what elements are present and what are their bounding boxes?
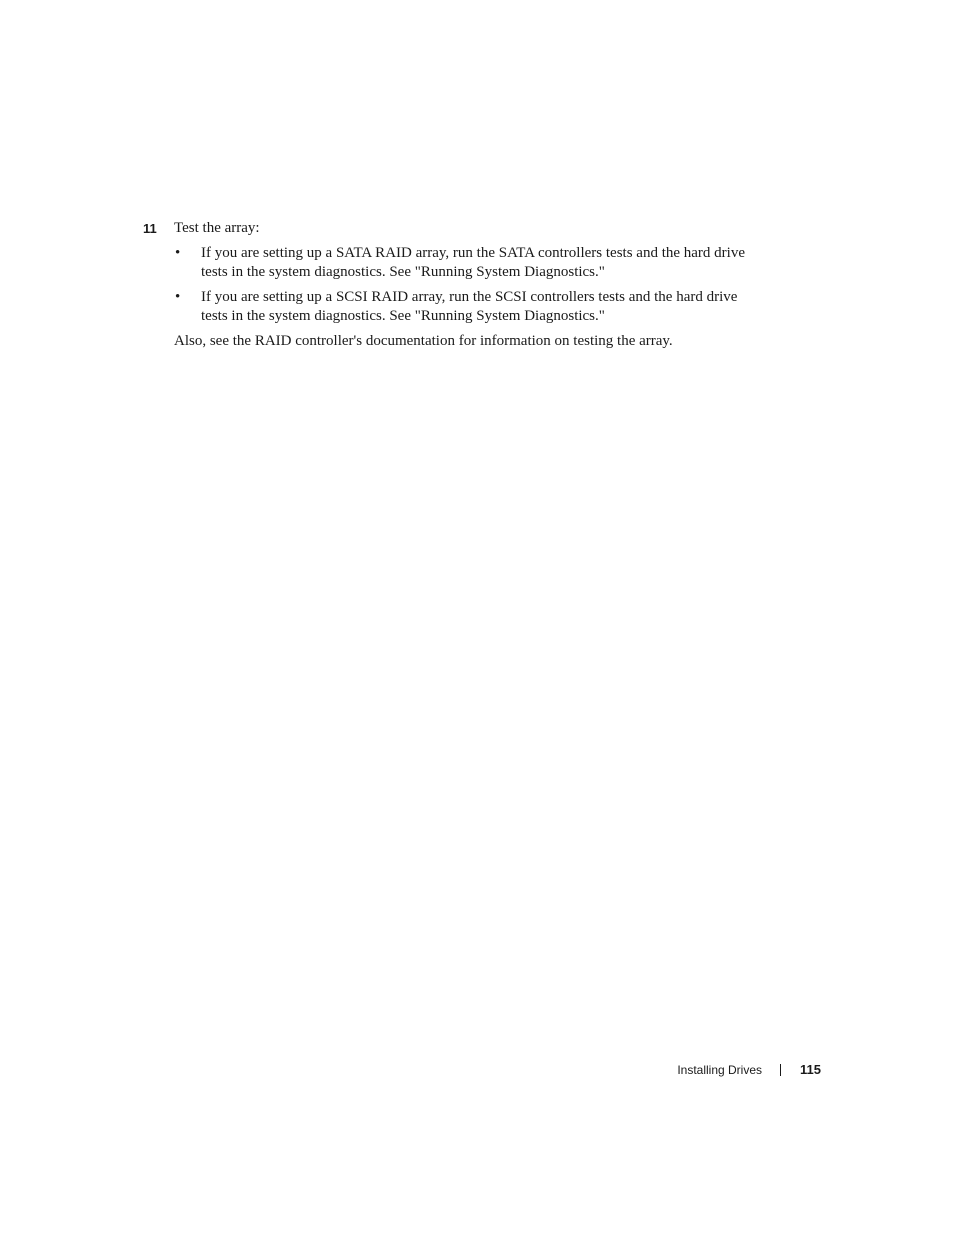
bullet-item-scsi [174,288,774,326]
page-footer [677,1061,821,1079]
bullet-icon: • [175,289,181,305]
bullet-line: tests in the system diagnostics. See "Running System Diagnostics." [201,264,605,280]
bullet-line: If you are setting up a SCSI RAID array, run the SCSI controllers tests and the hard drive [201,289,738,305]
footer-divider [780,1064,781,1076]
step-text: Test the array: [174,220,260,236]
bullet-line: If you are setting up a SATA RAID array, run the SATA controllers tests and the hard drive [201,245,745,261]
bullet-icon: • [175,245,181,261]
footer-section-title: Installing Drives [677,1063,763,1077]
bullet-item-sata [174,244,774,282]
bullet-line: tests in the system diagnostics. See "Running System Diagnostics." [201,308,605,324]
note-paragraph: Also, see the RAID controller's documentation for information on testing the array. [174,333,673,349]
bullet-list [174,244,774,332]
step-number: 11 [143,221,157,236]
page-number: 115 [800,1062,821,1077]
